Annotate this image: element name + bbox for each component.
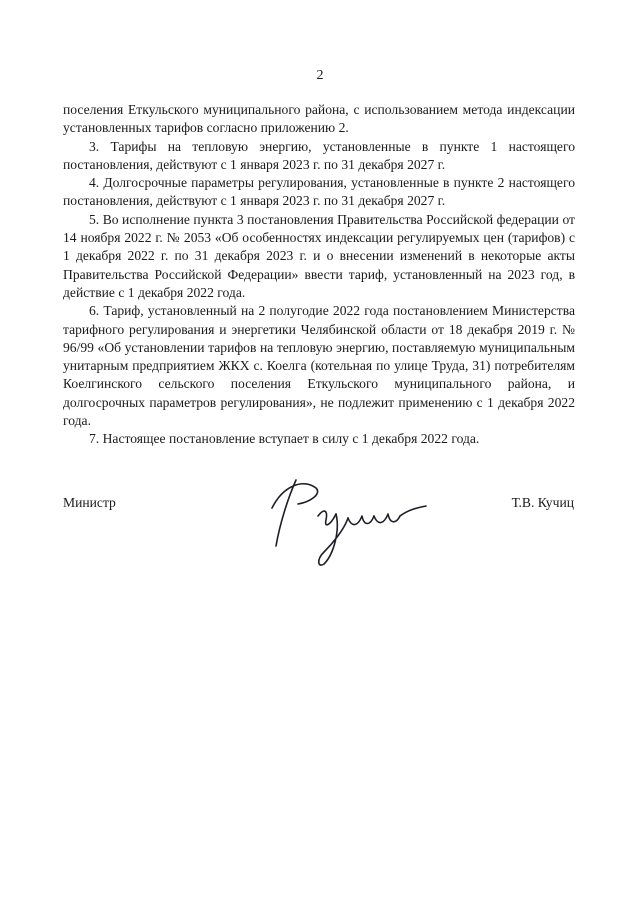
signatory-name: Т.В. Кучиц bbox=[511, 495, 574, 510]
paragraph-7: 7. Настоящее постановление вступает в силу с 1 декабря 2022 года. bbox=[89, 431, 480, 447]
page-number: 2 bbox=[316, 68, 324, 83]
paragraph-6: 6. Тариф, установленный на 2 полугодие 2022 года постановлением Министерства тарифного регулирования и энергетики Челябинской области от 18 декабря 2019 г. № 96/99 «Об установлении тарифов на тепловую энергию, поставляемую муниципальным унитарным предприятием ЖКХ с. Коелга (котельная по улице Труда, 31) потребителям Коелгинского сельского поселения Еткульского муниципального района, и долгосрочных параметров регулирования», не подлежит применению с 1 декабря 2022 года. bbox=[63, 303, 575, 429]
signatory-title: Министр bbox=[63, 495, 116, 510]
paragraph-5: 5. Во исполнение пункта 3 постановления Правительства Российской федерации от 14 ноября 2022 г. № 2053 «Об особенностях индексации регулируемых цен (тарифов) с 1 декабря 2022 г. по 31 декабря 2023 г. и о внесении изменений в некоторые акты Правительства Российской Федерации» ввести тариф, установленный на 2023 год, в действие с 1 декабря 2022 года. bbox=[63, 211, 575, 300]
document-body bbox=[63, 101, 575, 449]
paragraph-4: 4. Долгосрочные параметры регулирования, установленные в пункте 2 настоящего постановления, действуют с 1 января 2023 г. по 31 декабря 2027 г. bbox=[63, 175, 575, 209]
paragraph-3: 3. Тарифы на тепловую энергию, установленные в пункте 1 настоящего постановления, действуют с 1 января 2023 г. по 31 декабря 2027 г. bbox=[63, 138, 575, 172]
handwritten-signature bbox=[258, 468, 438, 568]
paragraph-continuation: поселения Еткульского муниципального района, с использованием метода индексации установленных тарифов согласно приложению 2. bbox=[63, 102, 575, 136]
